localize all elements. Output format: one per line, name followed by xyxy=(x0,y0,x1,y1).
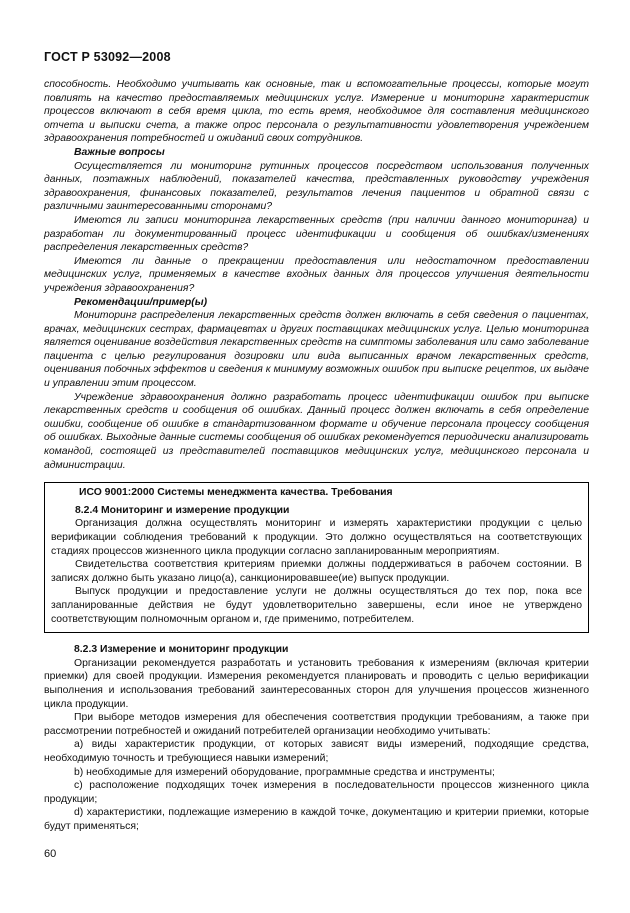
section-8-2-3 xyxy=(44,643,589,833)
section-heading: 8.2.3 Измерение и мониторинг продукции xyxy=(74,644,289,656)
paragraph: Имеются ли записи мониторинга лекарственных средств (при наличии данного мониторинга) и разработан ли документированный процесс идентификации и сообщения об ошибках/изменениях распределения лекарственных средств? xyxy=(44,214,589,254)
paragraph: Свидетельства соответствия критериям приемки должны поддерживаться в рабочем состоянии. В записях должно быть указано лицо(а), санкционировавшее(ие) выпуск продукции. xyxy=(51,559,582,584)
paragraph: Выпуск продукции и предоставление услуги не должны осуществляться до тех пор, пока все запланированные действия не будут удовлетворительно завершены, если иное не утверждено соответствующим полномочным органом и, где применимо, потребителем. xyxy=(51,586,582,625)
page-body xyxy=(44,78,589,833)
list-item: b) необходимые для измерений оборудование, программные средства и инструменты; xyxy=(74,766,495,778)
list-item: c) расположение подходящих точек измерения в последовательности процессов жизненного цикла продукции; xyxy=(44,780,589,805)
paragraph: Осуществляется ли мониторинг рутинных процессов посредством использования полученных данных, поэтажных наблюдений, показателей качества, представленных руководству учреждения здравоохранения, финансовых показателей, результатов лечения пациентов и обратной связи с различными заинтересованными сторонами? xyxy=(44,160,589,213)
paragraph: При выборе методов измерения для обеспечения соответствия продукции требованиям, а также при рассмотрении потребностей и ожиданий потребителей организации необходимо учитывать: xyxy=(44,712,589,737)
document-header: ГОСТ Р 53092—2008 xyxy=(44,50,171,64)
paragraph: Мониторинг распределения лекарственных средств должен включать в себя сведения о пациентах, врачах, медицинских сестрах, фармацевтах и других поставщиках медицинских услуг. Целью мониторинга является оценивание воздействия лекарственных средств на симптомы заболевания или само заболевание пациента с целью регулирования дозировки или вида выписанных врачом лекарственных средств, оценивания побочных эффектов и сведения к минимуму возможных ошибок при выписке рецептов, их выдаче и управлении этим процессом. xyxy=(44,310,589,390)
box-title: ИСО 9001:2000 Системы менеджмента качества. Требования xyxy=(79,487,393,499)
page-number: 60 xyxy=(44,848,57,860)
iso-requirements-box xyxy=(44,482,589,633)
subheading-questions: Важные вопросы xyxy=(74,146,165,158)
paragraph: Организации рекомендуется разработать и установить требования к измерениям (включая критерии приемки) для своей продукции. Измерения рекомендуется планировать и проводить с целью верификации выполнения и использования требований заинтересованных сторон для улучшения процессов жизненного цикла продукции. xyxy=(44,657,589,710)
list-item: a) виды характеристик продукции, от которых зависят виды измерений, подходящие средства, необходимую точность и требующиеся навыки измерений; xyxy=(44,739,589,764)
list-item: d) характеристики, подлежащие измерению в каждой точке, документацию и критерии приемки, которые будут применяться; xyxy=(44,807,589,832)
paragraph: способность. Необходимо учитывать как основные, так и вспомогательные процессы, которые могут повлиять на качество предоставляемых медицинских услуг. Измерение и мониторинг характеристик процессов включают в себя время цикла, то есть время, необходимое для составления медицинского отчета и выписки счета, а также опрос персонала о результативности удовлетворения учреждением здравоохранения потребностей и ожиданий своих сотрудников. xyxy=(44,79,589,145)
paragraph: Имеются ли данные о прекращении предоставления или недостаточном предоставлении медицинских услуг, применяемых в качестве входных данных для процессов улучшения деятельности учреждения здравоохранения? xyxy=(44,255,589,294)
box-section-heading: 8.2.4 Мониторинг и измерение продукции xyxy=(75,504,290,516)
paragraph: Учреждение здравоохранения должно разработать процесс идентификации ошибок при выписке лекарственных средств и сообщения об ошибках. Данный процесс должен включать в себя определение ошибки, сообщение об ошибке в стандартизованном формате и обучение персонала процессу сообщения об ошибках. Выходные данные системы сообщения об ошибках рекомендуется периодически анализировать командой, состоящей из представителей поставщиков медицинских услуг, медицинского персонала и администрации. xyxy=(44,391,590,471)
paragraph: Организация должна осуществлять мониторинг и измерять характеристики продукции с целью верификации соблюдения требований к продукции. Это должно осуществляться на соответствующих стадиях процессов жизненного цикла продукции согласно запланированным мероприятиям. xyxy=(51,518,582,557)
subheading-recommendations: Рекомендации/пример(ы) xyxy=(74,296,208,308)
